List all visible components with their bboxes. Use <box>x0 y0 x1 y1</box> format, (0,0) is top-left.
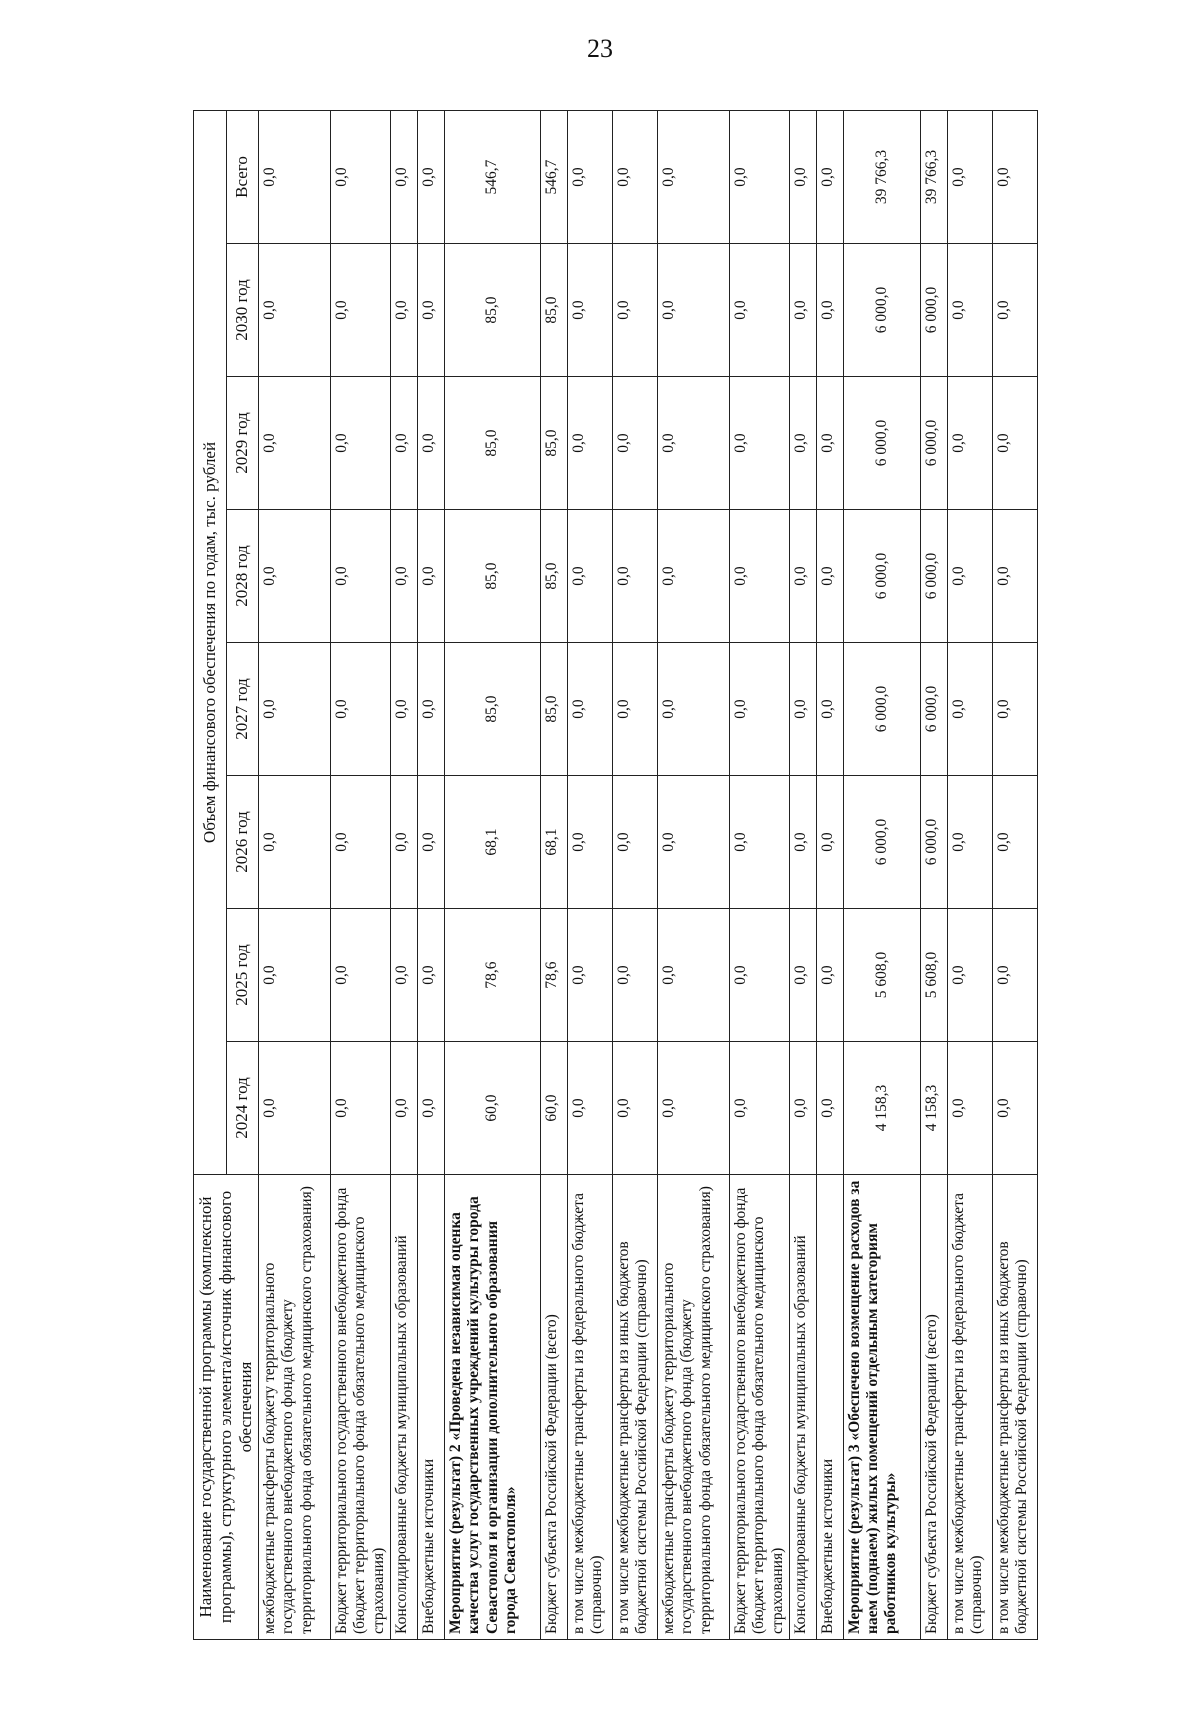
year-value: 0,0 <box>816 377 843 510</box>
total-value: 0,0 <box>331 110 391 243</box>
year-value: 0,0 <box>417 1042 444 1175</box>
year-value: 0,0 <box>567 510 612 643</box>
year-value: 0,0 <box>816 510 843 643</box>
year-value: 0,0 <box>567 244 612 377</box>
total-value: 39 766,3 <box>920 110 947 243</box>
table-row <box>390 110 417 1639</box>
year-value: 0,0 <box>947 1042 992 1175</box>
row-label: Внебюджетные источники <box>816 1175 843 1640</box>
header-year: 2024 год <box>226 1042 259 1175</box>
year-value: 0,0 <box>331 1042 391 1175</box>
table-row <box>331 110 391 1639</box>
row-label: Внебюджетные источники <box>417 1175 444 1640</box>
year-value: 0,0 <box>259 1042 331 1175</box>
year-value: 0,0 <box>789 1042 816 1175</box>
year-value: 85,0 <box>540 377 567 510</box>
total-value: 0,0 <box>259 110 331 243</box>
header-year: 2026 год <box>226 776 259 909</box>
year-value: 0,0 <box>417 510 444 643</box>
year-value: 6 000,0 <box>843 510 920 643</box>
year-value: 68,1 <box>540 776 567 909</box>
year-value: 0,0 <box>657 1042 729 1175</box>
row-label: межбюджетные трансферты бюджету территориального государственного внебюджетного фонда (бюджету территориального фонда обязательного медицинского страхования) <box>259 1175 331 1640</box>
year-value: 0,0 <box>331 643 391 776</box>
row-label: Бюджет территориального государственного внебюджетного фонда (бюджет территориального фонда обязательного медицинского страхования) <box>331 1175 391 1640</box>
year-value: 0,0 <box>612 909 657 1042</box>
year-value: 85,0 <box>444 244 540 377</box>
table-row <box>816 110 843 1639</box>
year-value: 0,0 <box>390 377 417 510</box>
financing-table <box>193 110 1038 1640</box>
year-value: 0,0 <box>657 510 729 643</box>
year-value: 6 000,0 <box>843 643 920 776</box>
row-label: Мероприятие (результат) 2 «Проведена независимая оценка качества услуг государственных учреждений культуры города Севастополя и организации дополнительного образования города Севастополя» <box>444 1175 540 1640</box>
year-value: 0,0 <box>789 510 816 643</box>
year-value: 85,0 <box>540 643 567 776</box>
year-value: 78,6 <box>540 909 567 1042</box>
header-total: Всего <box>226 110 259 243</box>
row-label: в том числе межбюджетные трансферты из федерального бюджета (справочно) <box>947 1175 992 1640</box>
year-value: 0,0 <box>331 377 391 510</box>
table-row <box>843 110 920 1639</box>
year-value: 85,0 <box>540 244 567 377</box>
year-value: 0,0 <box>417 377 444 510</box>
table-row <box>657 110 729 1639</box>
year-value: 0,0 <box>390 510 417 643</box>
row-label: межбюджетные трансферты бюджету территориального государственного внебюджетного фонда (бюджету территориального фонда обязательного медицинского страхования) <box>657 1175 729 1640</box>
table-row <box>992 110 1037 1639</box>
year-value: 0,0 <box>612 244 657 377</box>
year-value: 4 158,3 <box>843 1042 920 1175</box>
year-value: 0,0 <box>947 643 992 776</box>
year-value: 0,0 <box>789 643 816 776</box>
table-row <box>789 110 816 1639</box>
total-value: 546,7 <box>540 110 567 243</box>
year-value: 0,0 <box>729 510 789 643</box>
year-value: 0,0 <box>390 244 417 377</box>
year-value: 0,0 <box>992 776 1037 909</box>
table-row <box>444 110 540 1639</box>
total-value: 0,0 <box>992 110 1037 243</box>
header-name-column: Наименование государственной программы (комплексной программы), структурного элемента/источник финансового обеспечения <box>194 1175 259 1640</box>
total-value: 0,0 <box>729 110 789 243</box>
total-value: 546,7 <box>444 110 540 243</box>
year-value: 0,0 <box>567 1042 612 1175</box>
year-value: 0,0 <box>729 909 789 1042</box>
year-value: 6 000,0 <box>843 244 920 377</box>
total-value: 39 766,3 <box>843 110 920 243</box>
year-value: 0,0 <box>816 643 843 776</box>
year-value: 0,0 <box>816 244 843 377</box>
year-value: 0,0 <box>417 244 444 377</box>
table-row <box>729 110 789 1639</box>
year-value: 0,0 <box>789 776 816 909</box>
year-value: 0,0 <box>789 909 816 1042</box>
row-label: Бюджет субъекта Российской Федерации (всего) <box>920 1175 947 1640</box>
table-body <box>259 110 1038 1639</box>
year-value: 0,0 <box>331 776 391 909</box>
year-value: 0,0 <box>390 1042 417 1175</box>
total-value: 0,0 <box>947 110 992 243</box>
year-value: 0,0 <box>657 377 729 510</box>
header-year: 2025 год <box>226 909 259 1042</box>
year-value: 0,0 <box>259 244 331 377</box>
row-label: в том числе межбюджетные трансферты из федерального бюджета (справочно) <box>567 1175 612 1640</box>
year-value: 0,0 <box>729 776 789 909</box>
year-value: 0,0 <box>789 244 816 377</box>
year-value: 0,0 <box>612 776 657 909</box>
year-value: 0,0 <box>947 510 992 643</box>
year-value: 6 000,0 <box>843 776 920 909</box>
year-value: 0,0 <box>816 1042 843 1175</box>
row-label: Бюджет территориального государственного внебюджетного фонда (бюджет территориального фонда обязательного медицинского страхования) <box>729 1175 789 1640</box>
year-value: 85,0 <box>444 643 540 776</box>
year-value: 0,0 <box>992 643 1037 776</box>
table-row <box>540 110 567 1639</box>
year-value: 0,0 <box>729 1042 789 1175</box>
year-value: 6 000,0 <box>920 377 947 510</box>
year-value: 0,0 <box>657 643 729 776</box>
row-label: в том числе межбюджетные трансферты из иных бюджетов бюджетной системы Российской Федерации (справочно) <box>612 1175 657 1640</box>
row-label: Консолидированные бюджеты муниципальных образований <box>789 1175 816 1640</box>
year-value: 0,0 <box>612 643 657 776</box>
year-value: 0,0 <box>567 776 612 909</box>
year-value: 5 608,0 <box>920 909 947 1042</box>
table-row <box>417 110 444 1639</box>
total-value: 0,0 <box>390 110 417 243</box>
year-value: 0,0 <box>259 643 331 776</box>
year-value: 0,0 <box>657 244 729 377</box>
total-value: 0,0 <box>789 110 816 243</box>
year-value: 0,0 <box>612 1042 657 1175</box>
year-value: 60,0 <box>444 1042 540 1175</box>
year-value: 0,0 <box>567 377 612 510</box>
year-value: 0,0 <box>992 377 1037 510</box>
total-value: 0,0 <box>657 110 729 243</box>
total-value: 0,0 <box>816 110 843 243</box>
year-value: 0,0 <box>417 909 444 1042</box>
year-value: 60,0 <box>540 1042 567 1175</box>
table-row <box>259 110 331 1639</box>
total-value: 0,0 <box>567 110 612 243</box>
table-row <box>567 110 612 1639</box>
year-value: 85,0 <box>444 377 540 510</box>
header-year: 2028 год <box>226 510 259 643</box>
rotated-table-container <box>193 110 1193 1640</box>
year-value: 0,0 <box>729 643 789 776</box>
year-value: 78,6 <box>444 909 540 1042</box>
table-row <box>612 110 657 1639</box>
year-value: 0,0 <box>612 510 657 643</box>
year-value: 85,0 <box>444 510 540 643</box>
year-value: 6 000,0 <box>920 643 947 776</box>
year-value: 0,0 <box>390 909 417 1042</box>
year-value: 0,0 <box>657 909 729 1042</box>
page-number: 23 <box>587 34 613 63</box>
year-value: 0,0 <box>417 643 444 776</box>
year-value: 0,0 <box>259 510 331 643</box>
year-value: 0,0 <box>992 909 1037 1042</box>
year-value: 0,0 <box>992 510 1037 643</box>
header-year: 2030 год <box>226 244 259 377</box>
year-value: 0,0 <box>992 244 1037 377</box>
year-value: 0,0 <box>259 909 331 1042</box>
year-value: 68,1 <box>444 776 540 909</box>
year-value: 0,0 <box>992 1042 1037 1175</box>
year-value: 0,0 <box>789 377 816 510</box>
year-value: 0,0 <box>331 244 391 377</box>
year-value: 5 608,0 <box>843 909 920 1042</box>
year-value: 0,0 <box>947 244 992 377</box>
row-label: Бюджет субъекта Российской Федерации (всего) <box>540 1175 567 1640</box>
year-value: 0,0 <box>259 377 331 510</box>
year-value: 0,0 <box>331 510 391 643</box>
year-value: 0,0 <box>947 776 992 909</box>
row-label: в том числе межбюджетные трансферты из иных бюджетов бюджетной системы Российской Федерации (справочно) <box>992 1175 1037 1640</box>
year-value: 0,0 <box>657 776 729 909</box>
table-row <box>920 110 947 1639</box>
year-value: 0,0 <box>259 776 331 909</box>
year-value: 0,0 <box>947 377 992 510</box>
header-year: 2027 год <box>226 643 259 776</box>
year-value: 6 000,0 <box>920 244 947 377</box>
row-label: Консолидированные бюджеты муниципальных образований <box>390 1175 417 1640</box>
year-value: 6 000,0 <box>920 510 947 643</box>
year-value: 0,0 <box>612 377 657 510</box>
year-value: 4 158,3 <box>920 1042 947 1175</box>
header-volume: Объем финансового обеспечения по годам, тыс. рублей <box>194 110 227 1174</box>
year-value: 0,0 <box>417 776 444 909</box>
year-value: 0,0 <box>390 643 417 776</box>
year-value: 0,0 <box>729 377 789 510</box>
total-value: 0,0 <box>417 110 444 243</box>
header-year: 2029 год <box>226 377 259 510</box>
year-value: 0,0 <box>729 244 789 377</box>
total-value: 0,0 <box>612 110 657 243</box>
year-value: 6 000,0 <box>920 776 947 909</box>
year-value: 6 000,0 <box>843 377 920 510</box>
table-row <box>947 110 992 1639</box>
year-value: 0,0 <box>331 909 391 1042</box>
year-value: 0,0 <box>567 643 612 776</box>
year-value: 0,0 <box>947 909 992 1042</box>
row-label: Мероприятие (результат) 3 «Обеспечено возмещение расходов за наем (поднаем) жилых помещений отдельным категориям работников культуры» <box>843 1175 920 1640</box>
year-value: 0,0 <box>390 776 417 909</box>
year-value: 0,0 <box>816 909 843 1042</box>
year-value: 0,0 <box>816 776 843 909</box>
year-value: 0,0 <box>567 909 612 1042</box>
year-value: 85,0 <box>540 510 567 643</box>
